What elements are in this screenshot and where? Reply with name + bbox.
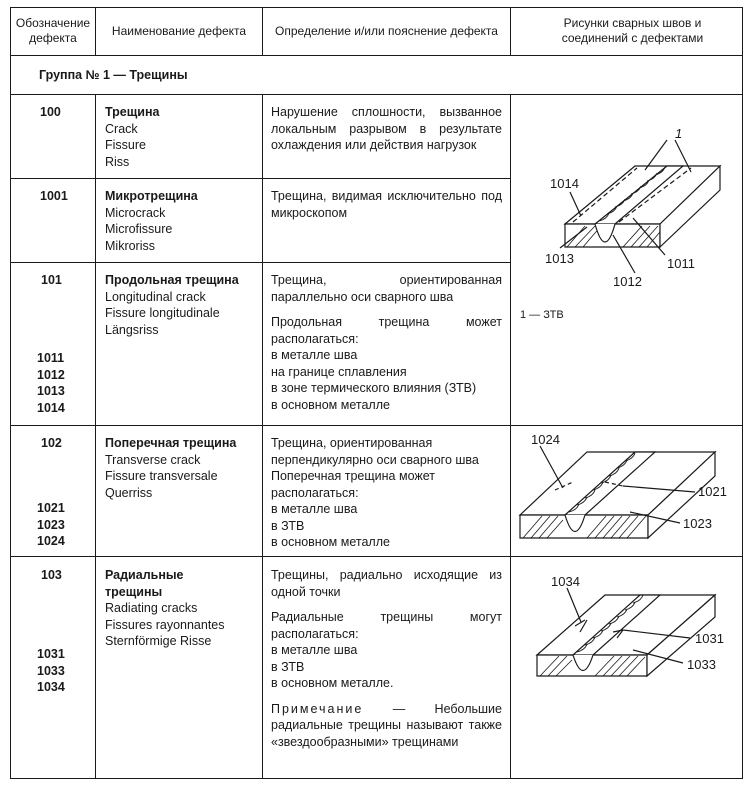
definition-103 [271, 567, 502, 750]
definition-101 [271, 272, 502, 413]
definition-101-item-4: в основном металле [271, 397, 390, 412]
code-101: 101 [41, 273, 62, 287]
subcode-1023: 1023 [37, 517, 65, 532]
name-de-101: Längsriss [105, 322, 159, 337]
fig1-label-1014: 1014 [550, 176, 579, 191]
name-en-102: Transverse crack [105, 452, 201, 467]
name-en-101: Longitudinal crack [105, 289, 206, 304]
subcode-1012: 1012 [37, 367, 65, 382]
fig2-label-1024: 1024 [531, 432, 560, 447]
row-separator-1001 [10, 262, 510, 263]
row-separator-102 [10, 556, 743, 557]
definition-1001-text: Трещина, видимая исключительно под микроскопом [271, 189, 502, 220]
definition-101-item-3: в зоне термического влияния (ЗТВ) [271, 381, 477, 395]
subcode-1031: 1031 [37, 647, 65, 661]
definition-103-note [271, 701, 502, 751]
code-1001: 1001 [40, 189, 68, 203]
name-fr-102: Fissure transversale [105, 469, 218, 483]
definition-102-item-3: в основном металле [271, 535, 390, 549]
fig3-label-1034: 1034 [551, 574, 580, 589]
subcode-1013: 1013 [37, 384, 65, 398]
column-line-3b [510, 94, 511, 779]
column-line-1b [95, 94, 96, 779]
header-name: Наименование дефекта [111, 23, 247, 38]
group-separator [10, 94, 743, 95]
definition-100 [271, 104, 502, 154]
definition-102 [271, 435, 502, 551]
header-definition: Определение и/или пояснение дефекта [275, 23, 498, 38]
table-border-left [10, 7, 11, 779]
definition-100-text: Нарушение сплошности, вызванное локальным разрывом в результате охлаждения или действия нагрузок [271, 105, 502, 152]
subcodes-103 [37, 646, 65, 696]
definition-1001 [271, 188, 502, 221]
name-en-103: Radiating cracks [105, 601, 198, 615]
table-border-bottom [10, 778, 743, 779]
name-103 [105, 567, 255, 650]
fig1-label-1013: 1013 [545, 251, 574, 266]
figure-1-note: 1 — ЗТВ [520, 309, 564, 321]
definition-102-item-2: в ЗТВ [271, 518, 305, 533]
column-line-3 [510, 7, 511, 55]
table-border-right [742, 7, 743, 779]
name-de-103: Sternförmige Risse [105, 634, 212, 648]
note-label: Примечание [271, 701, 364, 716]
name-101 [105, 272, 239, 338]
subcodes-101 [37, 350, 65, 416]
definition-101-item-2: на границе сплавления [271, 364, 407, 379]
code-102: 102 [41, 436, 62, 450]
header-designation: Обозначение дефекта [15, 16, 91, 45]
subcode-1033: 1033 [37, 663, 65, 678]
name-de-100: Riss [105, 154, 130, 169]
definition-101-item-1: в металле шва [271, 348, 358, 362]
subcode-1014: 1014 [37, 400, 65, 415]
fig2-label-1023: 1023 [683, 516, 712, 531]
row-separator-100 [10, 178, 510, 179]
name-1001 [105, 188, 198, 254]
name-102 [105, 435, 236, 501]
definition-103-location: Радиальные трещины могут располагаться: [271, 610, 502, 641]
definition-102-text: Трещина, ориентированная перпендикулярно оси сварного шва [271, 436, 479, 467]
figure-transverse-cracks [515, 430, 740, 550]
definition-102-item-1: в металле шва [271, 502, 358, 516]
column-line-2b [262, 94, 263, 779]
subcode-1034: 1034 [37, 680, 65, 694]
name-de-1001: Mikroriss [105, 238, 155, 253]
code-100: 100 [40, 105, 61, 119]
name-ru-1001: Микротрещина [105, 189, 198, 203]
figure-radiating-cracks [515, 570, 740, 695]
group-title: Группа № 1 — Трещины [39, 68, 188, 82]
row-separator-101 [10, 425, 743, 426]
fig2-label-1021: 1021 [698, 484, 727, 499]
code-103: 103 [41, 568, 62, 582]
subcodes-102 [37, 500, 65, 550]
name-en-1001: Microcrack [105, 205, 166, 220]
name-en-100: Crack [105, 121, 138, 136]
fig1-label-1012: 1012 [613, 274, 642, 289]
definition-103-text: Трещины, радиально исходящие из одной точки [271, 568, 502, 599]
fig3-label-1033: 1033 [687, 657, 716, 672]
name-fr-1001: Microfissure [105, 222, 173, 236]
definition-102-location: Поперечная трещина может располагаться: [271, 469, 436, 500]
definition-101-location: Продольная трещина может располагаться: [271, 315, 502, 346]
name-100 [105, 104, 159, 170]
name-ru-100: Трещина [105, 105, 160, 119]
note-text: — Небольшие радиальные трещины называют также «звездообразными» трещинами [271, 701, 502, 749]
fig3-label-1031: 1031 [695, 631, 724, 646]
header-separator [10, 55, 743, 56]
name-ru-101: Продольная трещина [105, 273, 239, 287]
subcode-1021: 1021 [37, 501, 65, 515]
definition-103-item-1: в металле шва [271, 643, 358, 657]
name-fr-101: Fissure longitudinale [105, 306, 220, 320]
subcode-1011: 1011 [37, 351, 65, 365]
fig1-label-1011: 1011 [667, 256, 695, 271]
fig1-label-1: 1 [675, 126, 683, 141]
subcode-1024: 1024 [37, 534, 65, 548]
name-fr-103: Fissures rayonnantes [105, 617, 225, 632]
header-figures: Рисунки сварных швов и соединений с дефектами [561, 16, 704, 45]
figure-longitudinal-cracks [515, 110, 740, 310]
definition-103-item-3: в основном металле. [271, 676, 394, 690]
name-ru-102: Поперечная трещина [105, 436, 237, 450]
name-de-102: Querriss [105, 485, 153, 500]
name-fr-100: Fissure [105, 138, 146, 152]
name-ru-103: Радиальные трещины [105, 568, 184, 599]
definition-103-item-2: в ЗТВ [271, 659, 305, 674]
definition-101-text: Трещина, ориентированная параллельно оси сварного шва [271, 273, 502, 304]
